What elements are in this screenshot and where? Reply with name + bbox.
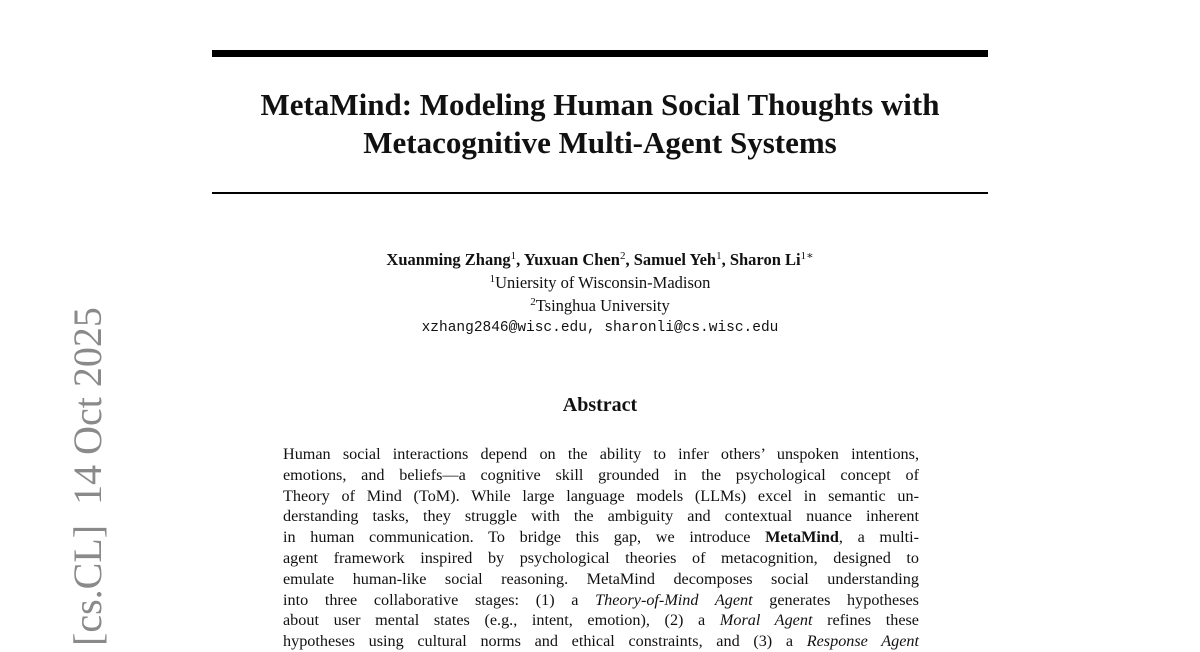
author-separator: , xyxy=(721,250,730,269)
affiliation-mark: 2 xyxy=(530,296,536,308)
abstract-italic-text: Moral Agent xyxy=(719,611,813,630)
author-affiliation-mark: 1∗ xyxy=(800,250,814,262)
abstract-text: into three collaborative stages: (1) a xyxy=(283,590,596,609)
abstract-text: refines these xyxy=(812,611,919,630)
author-name: Sharon Li xyxy=(729,250,801,269)
author-name: Xuanming Zhang xyxy=(386,250,511,269)
abstract-line xyxy=(283,631,919,652)
author-names xyxy=(212,248,988,271)
author-name: Yuxuan Chen xyxy=(523,250,620,269)
author-affiliation-mark: 2 xyxy=(619,250,626,262)
affiliation-2 xyxy=(212,294,988,317)
paper-title-line-2: Metacognitive Multi-Agent Systems xyxy=(363,125,837,160)
affiliation-name: Uniersity of Wisconsin-Madison xyxy=(495,273,711,292)
abstract-heading: Abstract xyxy=(562,394,638,416)
abstract-bold-text: MetaMind xyxy=(765,528,839,547)
abstract-italic-text: Response Agent xyxy=(806,632,920,651)
abstract-line xyxy=(283,527,919,548)
affiliation-mark: 1 xyxy=(489,273,496,285)
abstract-line: emotions, and beliefs—a cognitive skill grounded in the psychological concept of xyxy=(283,465,919,484)
title-top-rule xyxy=(212,50,988,57)
abstract-line: agent framework inspired by psychological theories of metacognition, designed to xyxy=(283,548,919,567)
abstract-line: derstanding tasks, they struggle with the ambiguity and contextual nuance inherent xyxy=(283,507,919,526)
affiliation-1 xyxy=(212,271,988,294)
abstract-text: in human communication. To bridge this gap, we introduce xyxy=(283,528,766,547)
abstract-text: hypotheses using cultural norms and ethical constraints, and (3) a xyxy=(283,632,807,651)
author-separator: , xyxy=(625,250,634,269)
author-block xyxy=(212,248,988,340)
title-bottom-rule xyxy=(212,192,988,194)
author-separator: , xyxy=(516,250,524,269)
abstract-line xyxy=(283,590,919,611)
author-emails: xzhang2846@wisc.edu, sharonli@cs.wisc.edu xyxy=(421,320,779,336)
affiliation-name: Tsinghua University xyxy=(535,296,670,315)
abstract-line: Theory of Mind (ToM). While large language models (LLMs) excel in semantic un- xyxy=(283,486,919,505)
abstract-italic-text: Theory-of-Mind Agent xyxy=(595,590,753,609)
paper-title xyxy=(212,86,988,162)
abstract-text: , a multi- xyxy=(838,528,919,547)
arxiv-category: [cs.CL] xyxy=(65,524,110,646)
author-name: Samuel Yeh xyxy=(633,250,717,269)
abstract-line: Human social interactions depend on the ability to infer others’ unspoken intentions, xyxy=(283,445,919,463)
paper-title-line-1: MetaMind: Modeling Human Social Thoughts with xyxy=(260,87,940,122)
abstract-line: emulate human-like social reasoning. MetaMind decomposes social understanding xyxy=(283,569,919,588)
author-affiliation-mark: 1 xyxy=(510,250,517,262)
arxiv-side-stamp xyxy=(65,307,110,646)
author-affiliation-mark: 1 xyxy=(716,250,722,262)
arxiv-date: 14 Oct 2025 xyxy=(65,307,110,505)
abstract-text: about user mental states (e.g., intent, emotion), (2) a xyxy=(283,611,720,630)
abstract-line xyxy=(283,610,919,631)
abstract-text: generates hypotheses xyxy=(752,590,919,609)
abstract-body xyxy=(283,444,919,652)
